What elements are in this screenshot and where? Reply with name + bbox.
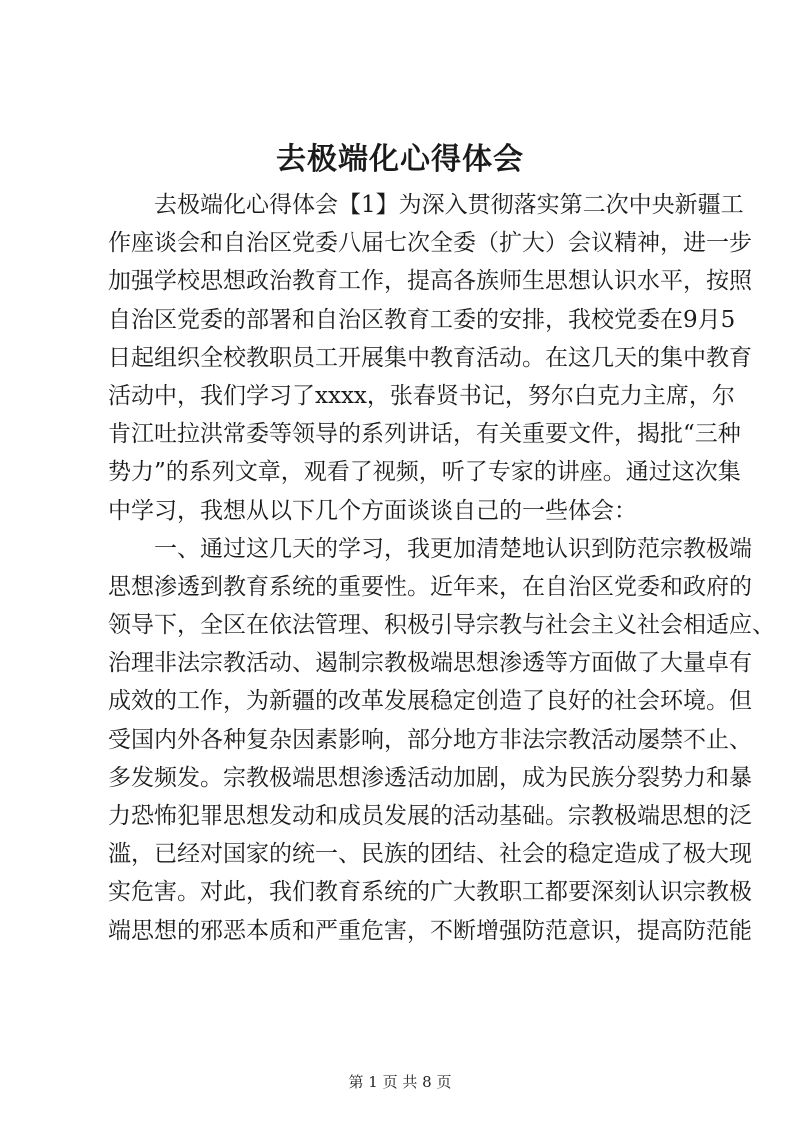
paragraph-line: 思想渗透到教育系统的重要性。近年来，在自治区党委和政府的 xyxy=(108,573,752,600)
paragraph-line: 日起组织全校教职员工开展集中教育活动。在这几天的集中教育 xyxy=(108,344,752,371)
paragraph-line: 端思想的邪恶本质和严重危害，不断增强防范意识，提高防范能 xyxy=(108,917,752,944)
paragraph-line: 力恐怖犯罪思想发动和成员发展的活动基础。宗教极端思想的泛 xyxy=(108,803,752,829)
paragraph-line: 去极端化心得体会【1】为深入贯彻落实第二次中央新疆工 xyxy=(154,192,744,218)
paragraph-line: 自治区党委的部署和自治区教育工委的安排，我校党委在9月5 xyxy=(108,306,736,333)
paragraph-line: 滥，已经对国家的统一、民族的团结、社会的稳定造成了极大现 xyxy=(108,841,752,868)
paragraph-line: 治理非法宗教活动、遏制宗教极端思想渗透等方面做了大量卓有 xyxy=(108,650,752,677)
paragraph-line: 作座谈会和自治区党委八届七次全委（扩大）会议精神，进一步 xyxy=(108,230,752,257)
paragraph-line: 实危害。对此，我们教育系统的广大教职工都要深刻认识宗教极 xyxy=(108,879,752,906)
paragraph-1 xyxy=(108,186,752,530)
paragraph-line: 活动中，我们学习了xxxx，张春贤书记，努尔白克力主席，尔 xyxy=(108,382,735,409)
paragraph-line: 领导下，全区在依法管理、积极引导宗教与社会主义社会相适应、 xyxy=(108,612,775,639)
paragraph-2 xyxy=(108,530,775,950)
paragraph-line: 成效的工作，为新疆的改革发展稳定创造了良好的社会环境。但 xyxy=(108,688,752,715)
paragraph-line: 中学习，我想从以下几个方面谈谈自己的一些体会： xyxy=(108,497,637,524)
document-body xyxy=(108,186,775,950)
document-title: 去极端化心得体会 xyxy=(276,142,524,177)
paragraph-line: 多发频发。宗教极端思想渗透活动加剧，成为民族分裂势力和暴 xyxy=(108,764,752,791)
page-number-footer: 第 1 页 共 8 页 xyxy=(348,1073,452,1091)
paragraph-line: 势力”的系列文章，观看了视频，听了专家的讲座。通过这次集 xyxy=(108,459,741,486)
paragraph-line: 一、通过这几天的学习，我更加清楚地认识到防范宗教极端 xyxy=(154,535,752,562)
paragraph-line: 肯江吐拉洪常委等领导的系列讲话，有关重要文件，揭批“三种 xyxy=(108,421,741,448)
paragraph-line: 加强学校思想政治教育工作，提高各族师生思想认识水平，按照 xyxy=(108,268,752,295)
paragraph-line: 受国内外各种复杂因素影响，部分地方非法宗教活动屡禁不止、 xyxy=(108,726,752,753)
